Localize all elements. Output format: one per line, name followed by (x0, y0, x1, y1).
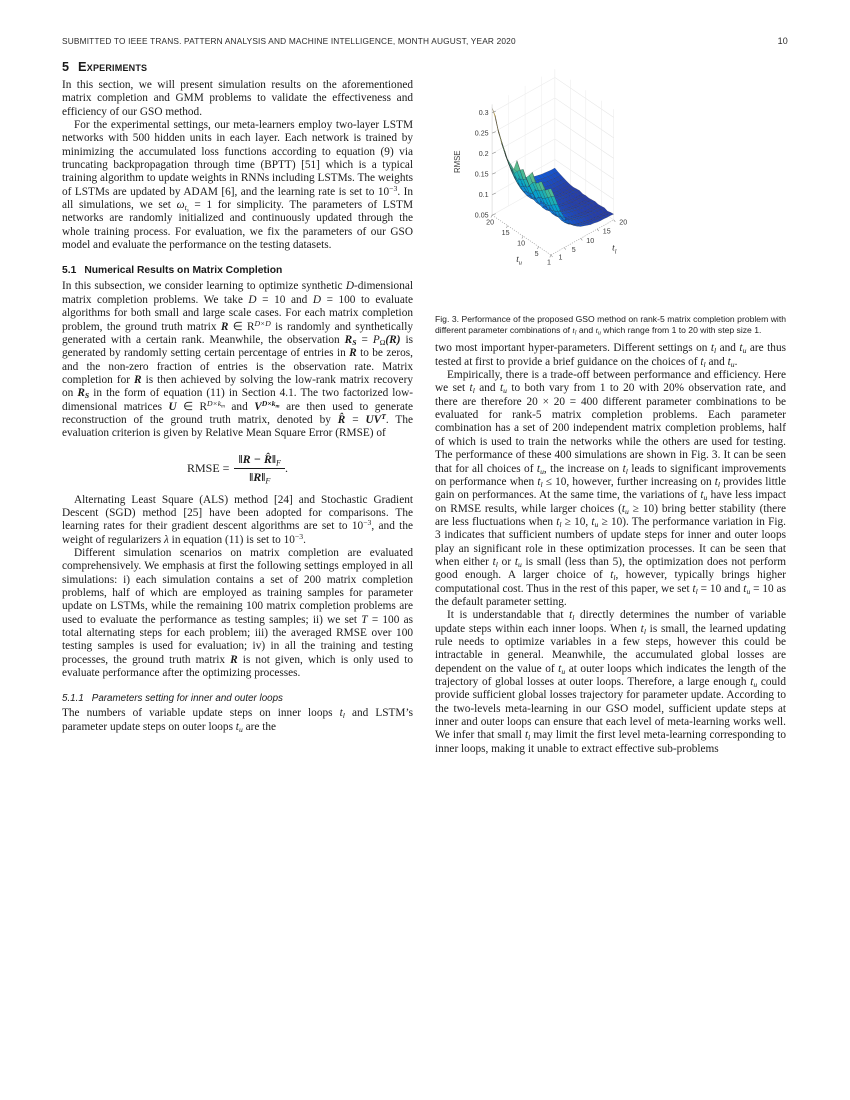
math-reals: $R^{D\times D}$ (246, 318, 271, 333)
math-R-hat: R̂ (337, 413, 346, 426)
subsubsection-title: Parameters setting for inner and outer loops (91, 693, 283, 705)
math-R: R (349, 347, 357, 360)
tl-tick (581, 238, 583, 240)
math-base: ω (176, 199, 185, 212)
math-tu: $t_u$ (743, 582, 751, 596)
tu-tick-label: 1 (547, 258, 551, 267)
grid-line (555, 77, 614, 117)
math-tu: $t_u$ (536, 462, 544, 476)
math-R: R (230, 653, 238, 666)
tu-tick (506, 226, 507, 228)
math-tl: $t_l$ (492, 555, 498, 570)
tu-tick-label: 15 (501, 229, 510, 238)
math-tl: $t_l$ (700, 355, 706, 369)
z-tick-label: 0.1 (478, 191, 489, 200)
paragraph-scenarios: Different simulation scenarios on matrix completion are evaluated comprehensively. We emphasis at first the following settings employed in all simulations: i) each simulation contains a set of 200 matrix completion problems, half of which are employed as training samples for parameter update on LSTMs, while the remaining 100 matrix completion problems are used to evaluate the performance as testing samples; ii) we set T = 100 as total alternating steps for each problem; iii) the averaged RMSE over 100 testing samples is used for evaluation; iv) in all the training and testing processes, the ground truth matrix R is not given, which is only used to evaluate performance after the optimizing processes. (62, 546, 413, 680)
equation-period: . (285, 460, 288, 475)
grid-line (555, 139, 614, 179)
math-D: D (345, 280, 355, 293)
equation-numerator: ‖R − $R̂‖_F$ (238, 451, 281, 467)
equation-fraction (234, 452, 285, 485)
paragraph-text: = 1 for simplicity. The parameters of LSTM networks are randomly initialized and continuously updated through the whole training process. For evaluation, we fix the parameters of our GSO model and evaluate the performance on the testing datasets. (62, 199, 413, 252)
figure-label: Fig. 3. (435, 314, 459, 324)
right-column (435, 59, 786, 756)
math-tu: $t_u$ (558, 662, 566, 676)
math-tl: $t_l$ (537, 475, 543, 489)
tu-tick-label: 5 (534, 250, 539, 259)
math-tl: $t_l$ (622, 462, 628, 476)
tu-tick-label: 20 (486, 218, 495, 227)
figure-3-caption: Fig. 3. Performance of the proposed GSO method on rank-5 matrix completion problem with different parameter combinations of $t_l$ and $t_u$ which range from 1 to 20 with step size 1. (435, 314, 786, 337)
math-D: D (312, 293, 321, 306)
math-tl: $t_l$ (524, 729, 531, 743)
surface-facet (514, 161, 520, 172)
tl-tick (564, 248, 566, 250)
grid-line (492, 139, 555, 174)
inline-math-rate: $10^{-3}$ (351, 518, 372, 533)
paragraph-text: In this section, we will present simulation results on the aforementioned matrix completion and GMM problems to validate the effectiveness and efficiency of our GSO method. (62, 79, 413, 118)
tl-tick-label: 5 (571, 246, 576, 255)
math-tl: $t_l$ (569, 609, 575, 623)
math-dims: D×km (261, 398, 280, 410)
tl-tick-label: 10 (586, 236, 595, 245)
math-tu: $t_u$ (621, 502, 629, 516)
math-Rs: $R_S$ (344, 333, 357, 347)
subsection-number: 5.1 (62, 265, 77, 277)
math-R: R (134, 373, 142, 386)
subsection-heading-numerical (62, 265, 413, 276)
math-Rs: $R_S$ (77, 387, 90, 401)
math-tl: $t_l$ (572, 325, 577, 337)
equation-lhs: RMSE = (186, 460, 230, 475)
figure-3-image (435, 59, 786, 307)
z-axis-label: RMSE (453, 150, 463, 174)
math-T: T (361, 613, 368, 626)
tl-axis-label: $t_l$ (612, 243, 617, 256)
paragraph-text: . In all simulations, we set (62, 185, 414, 212)
grid-line (492, 118, 555, 153)
tu-tick-label: 10 (517, 239, 526, 248)
math-tl: $t_l$ (610, 569, 616, 583)
math-U: U (168, 400, 177, 413)
section-number: 5 (62, 60, 70, 74)
tl-tick-label: 20 (619, 218, 628, 227)
section-title: Experiments (78, 59, 148, 74)
math-tu: $t_u$ (750, 676, 758, 690)
subsection-title: Numerical Results on Matrix Completion (84, 265, 283, 277)
z-tick-label: 0.05 (474, 211, 489, 220)
math-reals: $R^{D\times k_m}$ (199, 398, 225, 413)
left-column (62, 59, 413, 756)
subsubsection-number: 5.1.1 (62, 693, 84, 705)
math-R: R (220, 320, 229, 333)
grid-line (492, 98, 555, 133)
math-tl: $t_l$ (710, 342, 717, 356)
equation-denominator: $‖R‖_F$ (234, 468, 285, 485)
tu-tick (537, 247, 538, 249)
section-heading-experiments (62, 59, 413, 74)
grid-line (555, 118, 614, 158)
math-projection: $P_\Omega(R)$ (372, 333, 401, 347)
inline-math-rate: $10^{-3}$ (283, 531, 304, 546)
subsubsection-heading-params (62, 693, 413, 704)
math-tl: $t_l$ (692, 582, 698, 596)
tl-tick (597, 229, 599, 231)
running-header (62, 36, 788, 48)
equation-rmse (62, 452, 413, 485)
math-tu: $t_u$ (739, 342, 747, 356)
paragraph-hyperparams: two most important hyper-parameters. Different settings on $t_l$ and $t_u$ are thus tested at first to provide a brief guidance on the choices of $t_l$ and $t_u$. (435, 342, 786, 369)
tu-tick (522, 236, 523, 238)
grid-line (555, 98, 614, 138)
z-tick-label: 0.25 (474, 129, 489, 138)
figure-3 (435, 59, 786, 336)
math-tl: $t_l$ (640, 622, 646, 636)
math-tu: $t_u$ (595, 325, 601, 337)
math-tl: $t_l$ (469, 382, 475, 396)
math-V: $V^{D\times k_m}$ (254, 398, 280, 413)
z-tick-label: 0.15 (474, 170, 489, 179)
paragraph-settings (62, 119, 413, 252)
paragraph-text: For the experimental settings, our meta-learners employ two-layer LSTM networks with 500 hidden units in each layer. Each network is trained by minimizing the accumulated loss functions according to equation (9) via truncating backpropagation through time (BPTT) [51] which is a typical training algorithm to update weights in RNNs including LSTMs. The weights of LSTMs are updated by ADAM [6], and the learning rate is set to (62, 119, 413, 198)
math-tl: $t_l$ (339, 707, 345, 721)
inline-math-rate (377, 183, 398, 198)
math-D: D (248, 293, 257, 306)
paragraph-loops: The numbers of variable update steps on inner loops $t_l$ and LSTM’s parameter update steps on outer loops $t_u$ are the (62, 707, 413, 734)
tl-tick-label: 15 (602, 227, 611, 236)
rmse-surface-plot (435, 59, 786, 307)
tu-axis-label: $t_u$ (516, 255, 523, 267)
tl-tick (551, 255, 553, 257)
page-number: 10 (777, 36, 788, 46)
tl-tick-label: 1 (558, 253, 563, 262)
math-dims: D×km (207, 398, 225, 410)
math-tu: $t_u$ (499, 382, 507, 396)
math-UVT: $UV^T$ (365, 411, 386, 426)
two-column-body (62, 59, 788, 756)
z-tick-label: 0.2 (478, 150, 489, 159)
paragraph-interpretation: It is understandable that $t_l$ directly determines the number of variable update steps within each inner loops. When $t_l$ is small, the learned updating rule needs to optimize variables in a few steps, however this could be intractable in general. Meanwhile, the accumulated global losses are dependent on the value of $t_u$ at outer loops which indicates the length of the trajectory of global losses at outer loops. Therefore, a large enough $t_u$ could provide sufficient global losses trajectory for parameter update. According to the two-levels meta-learning in our GSO model, sufficient update steps at inner and outer loops can ensure that each level of meta-learning works well. We infer that small $t_l$ may limit the first level meta-learning corresponding to inner loops, making it unable to extract effective sub-problems (435, 609, 787, 755)
math-tu: $t_u$ (235, 720, 243, 734)
paragraph-matrix-completion: In this subsection, we consider learning to optimize synthetic D-dimensional matrix completion problems. We take D = 10 and D = 100 to evaluate algorithms for both small and large scale cases. For each matrix completion problem, the ground truth matrix R ∈ $R^{D\times D}$ is randomly and synthetically generated with a certain rank. Meanwhile, the observation $R_S = P_\Omega(R)$ is generated by randomly setting certain percentage of entries in R to be zeros, and the non-zero fraction of entries is the observation rate. Matrix completion for R is then achieved by solving the low-rank matrix recovery on $R_S$ in the form of equation (11) in Section 4.1. The two factorized low-dimensional matrices U ∈ $R^{D\times k_m}$ and $V^{D\times k_m}$ are then used to generate reconstruction of the ground truth matrix, denoted by R̂ = $UV^T$. The evaluation criterion is given by Relative Mean Square Error (RMSE) of (62, 280, 414, 440)
math-tl: $t_l$ (556, 515, 562, 530)
math-tu: $t_u$ (591, 515, 599, 530)
math-exponent: −3 (389, 183, 398, 193)
paragraph-baselines: Alternating Least Square (ALS) method [24] and Stochastic Gradient Descent (SGD) method [25] have been adopted for comparisons. The learning rates for their gradient descent algorithms are set to $10^{-3}$, and the weight of regularizers λ in equation (11) is set to $10^{-3}$. (62, 493, 413, 546)
tu-tick (550, 255, 551, 257)
inline-math-omega (176, 199, 189, 214)
math-lambda: λ (163, 533, 169, 546)
math-tl: $t_l$ (714, 475, 721, 489)
math-tu: $t_u$ (700, 489, 708, 503)
math-tu: $t_u$ (727, 355, 735, 369)
tl-tick (614, 220, 616, 222)
paragraph-intro (62, 79, 413, 119)
tu-tick (491, 215, 492, 217)
z-tick-label: 0.3 (478, 109, 489, 118)
paragraph-tradeoff: Empirically, there is a trade-off between performance and efficiency. Here we set $t_l$ and $t_u$ to both vary from 1 to 20 with 20% observation rate, and there are therefore 20 × 20 = 400 different parameter combinations to be evaluated for rank-5 matrix completion problems. Each parameter combination has a set of 200 independent matrix completion problems, half of which is used to train the networks while the others are used for testing. The performance of these 400 simulations are shown in Fig. 3. It can be seen that for all choices of $t_u$, the increase on $t_l$ leads to significant improvements on performance when $t_l \le 10$, however, further increasing on $t_l$ provides little gain on performances. At the same time, the variations of $t_u$ have less impact on RMSE results, while larger choices $(t_u \ge 10)$ bring better stability (there are less fluctuations when $t_l \ge 10$, $t_u \ge 10$). The performance variation in Fig. 3 indicates that sufficient numbers of update steps for inner and outer loops play an significant role in these optimization processes. It can be seen that when either $t_l$ or $t_u$ is small (less than 5), the optimization does not perform good enough. A larger choice of $t_l$, however, typically brings higher computational cost. Thus in the rest of this paper, we set $t_l = 10$ and $t_u = 10$ as the default parameter setting. (435, 369, 787, 608)
math-sub: ts (184, 203, 189, 214)
journal-line: SUBMITTED TO IEEE TRANS. PATTERN ANALYSIS AND MACHINE INTELLIGENCE, MONTH AUGUST, YEAR 2020 (62, 36, 516, 46)
grid-line (492, 77, 555, 112)
math-base: 10 (377, 185, 390, 198)
math-tu: $t_u$ (514, 555, 522, 570)
